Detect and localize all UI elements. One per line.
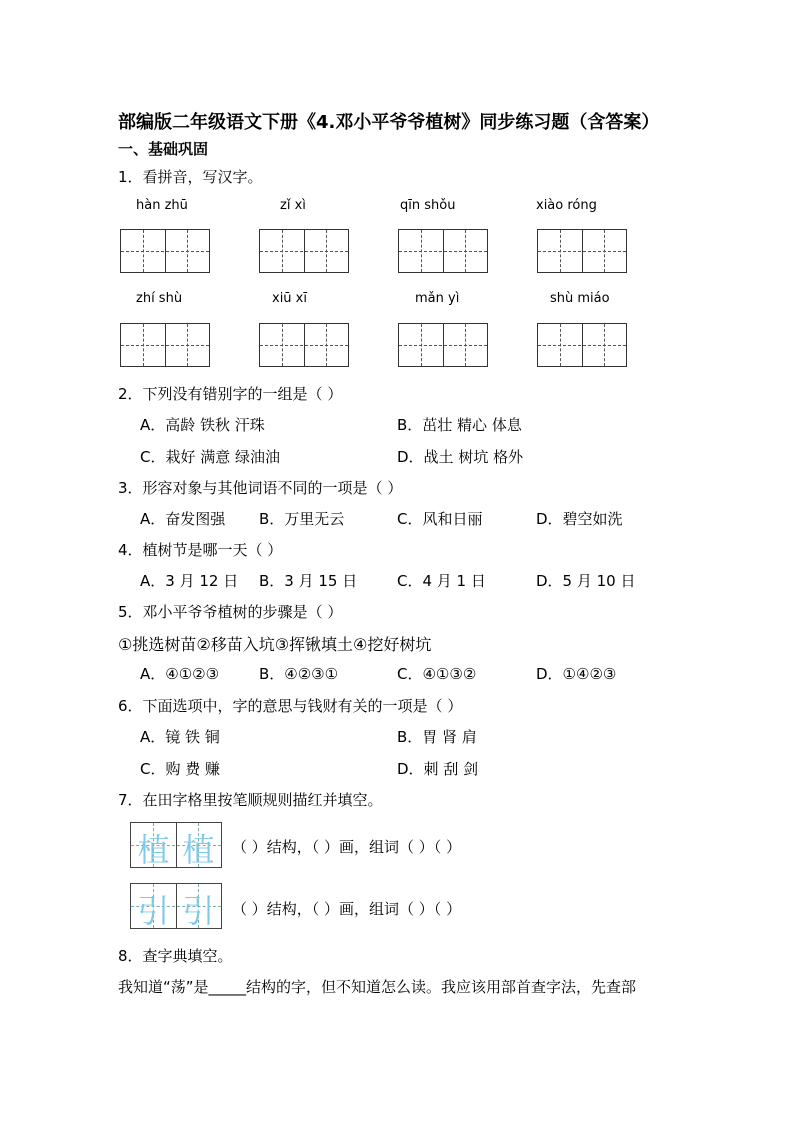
trace-char: 引 <box>137 892 170 930</box>
option-c[interactable]: C．4 月 1 日 <box>397 572 486 590</box>
option-d[interactable]: D．战土 树坑 格外 <box>397 448 524 466</box>
pinyin-1: hàn zhū <box>136 198 188 213</box>
question-8-text: 我知道“荡”是_____结构的字，但不知道怎么读。我应该用部首查字法，先查部 <box>118 978 637 996</box>
pinyin-7: mǎn yì <box>415 291 460 306</box>
question-4-stem: 4．植树节是哪一天（ ） <box>118 541 283 559</box>
pinyin-8: shù miáo <box>550 291 610 306</box>
question-2-stem: 2．下列没有错别字的一组是（ ） <box>118 385 343 403</box>
fill-blank-line: （ ）结构，（ ）画，组词（ ）（ ） <box>232 838 462 856</box>
pinyin-6: xiū xī <box>272 291 307 306</box>
option-d[interactable]: D．①④②③ <box>536 665 617 683</box>
option-b[interactable]: B．万里无云 <box>259 510 345 528</box>
option-a[interactable]: A．3 月 12 日 <box>140 572 239 590</box>
writing-grid[interactable] <box>537 229 627 273</box>
question-8-stem: 8．查字典填空。 <box>118 947 233 965</box>
pinyin-5: zhí shù <box>136 291 183 306</box>
option-b[interactable]: B．④②③① <box>259 665 339 683</box>
option-d[interactable]: D．刺 刮 剑 <box>397 760 479 778</box>
option-c[interactable]: C．风和日丽 <box>397 510 483 528</box>
question-7-stem: 7．在田字格里按笔顺规则描红并填空。 <box>118 791 383 809</box>
option-a[interactable]: A．④①②③ <box>140 665 220 683</box>
writing-grid[interactable] <box>259 229 349 273</box>
steps-text: ①挑选树苗②移苗入坑③挥锹填土④挖好树坑 <box>118 635 432 654</box>
pinyin-4: xiào róng <box>536 198 597 213</box>
question-6-stem: 6．下面选项中，字的意思与钱财有关的一项是（ ） <box>118 697 463 715</box>
writing-grid[interactable] <box>537 323 627 367</box>
question-3-stem: 3．形容对象与其他词语不同的一项是（ ） <box>118 479 403 497</box>
writing-grid[interactable] <box>398 229 488 273</box>
trace-char: 引 <box>182 892 215 930</box>
writing-grid[interactable] <box>120 323 210 367</box>
option-c[interactable]: C．栽好 满意 绿油油 <box>140 448 281 466</box>
trace-char: 植 <box>182 831 215 869</box>
writing-grid[interactable] <box>259 323 349 367</box>
option-b[interactable]: B．3 月 15 日 <box>259 572 358 590</box>
writing-grid[interactable] <box>120 229 210 273</box>
question-5-stem: 5．邓小平爷爷植树的步骤是（ ） <box>118 603 343 621</box>
option-c[interactable]: C．④①③② <box>397 665 477 683</box>
option-d[interactable]: D．碧空如洗 <box>536 510 623 528</box>
option-a[interactable]: A．高龄 铁秋 汗珠 <box>140 416 265 434</box>
page-title: 部编版二年级语文下册《4.邓小平爷爷植树》同步练习题（含答案） <box>118 112 660 133</box>
fill-blank-line: （ ）结构，（ ）画，组词（ ）（ ） <box>232 900 462 918</box>
pinyin-3: qīn shǒu <box>400 198 456 213</box>
option-a[interactable]: A．镜 铁 铜 <box>140 728 220 746</box>
option-b[interactable]: B．茁壮 精心 体息 <box>397 416 522 434</box>
tracing-grid[interactable] <box>130 822 222 868</box>
writing-grid[interactable] <box>398 323 488 367</box>
section-heading: 一、基础巩固 <box>118 140 209 158</box>
tracing-grid[interactable] <box>130 883 222 929</box>
trace-char: 植 <box>137 831 170 869</box>
option-d[interactable]: D．5 月 10 日 <box>536 572 636 590</box>
option-b[interactable]: B．胃 肾 肩 <box>397 728 477 746</box>
option-c[interactable]: C．购 费 赚 <box>140 760 221 778</box>
option-a[interactable]: A．奋发图强 <box>140 510 226 528</box>
question-1-stem: 1．看拼音，写汉字。 <box>118 168 263 186</box>
pinyin-2: zǐ xì <box>280 198 306 213</box>
